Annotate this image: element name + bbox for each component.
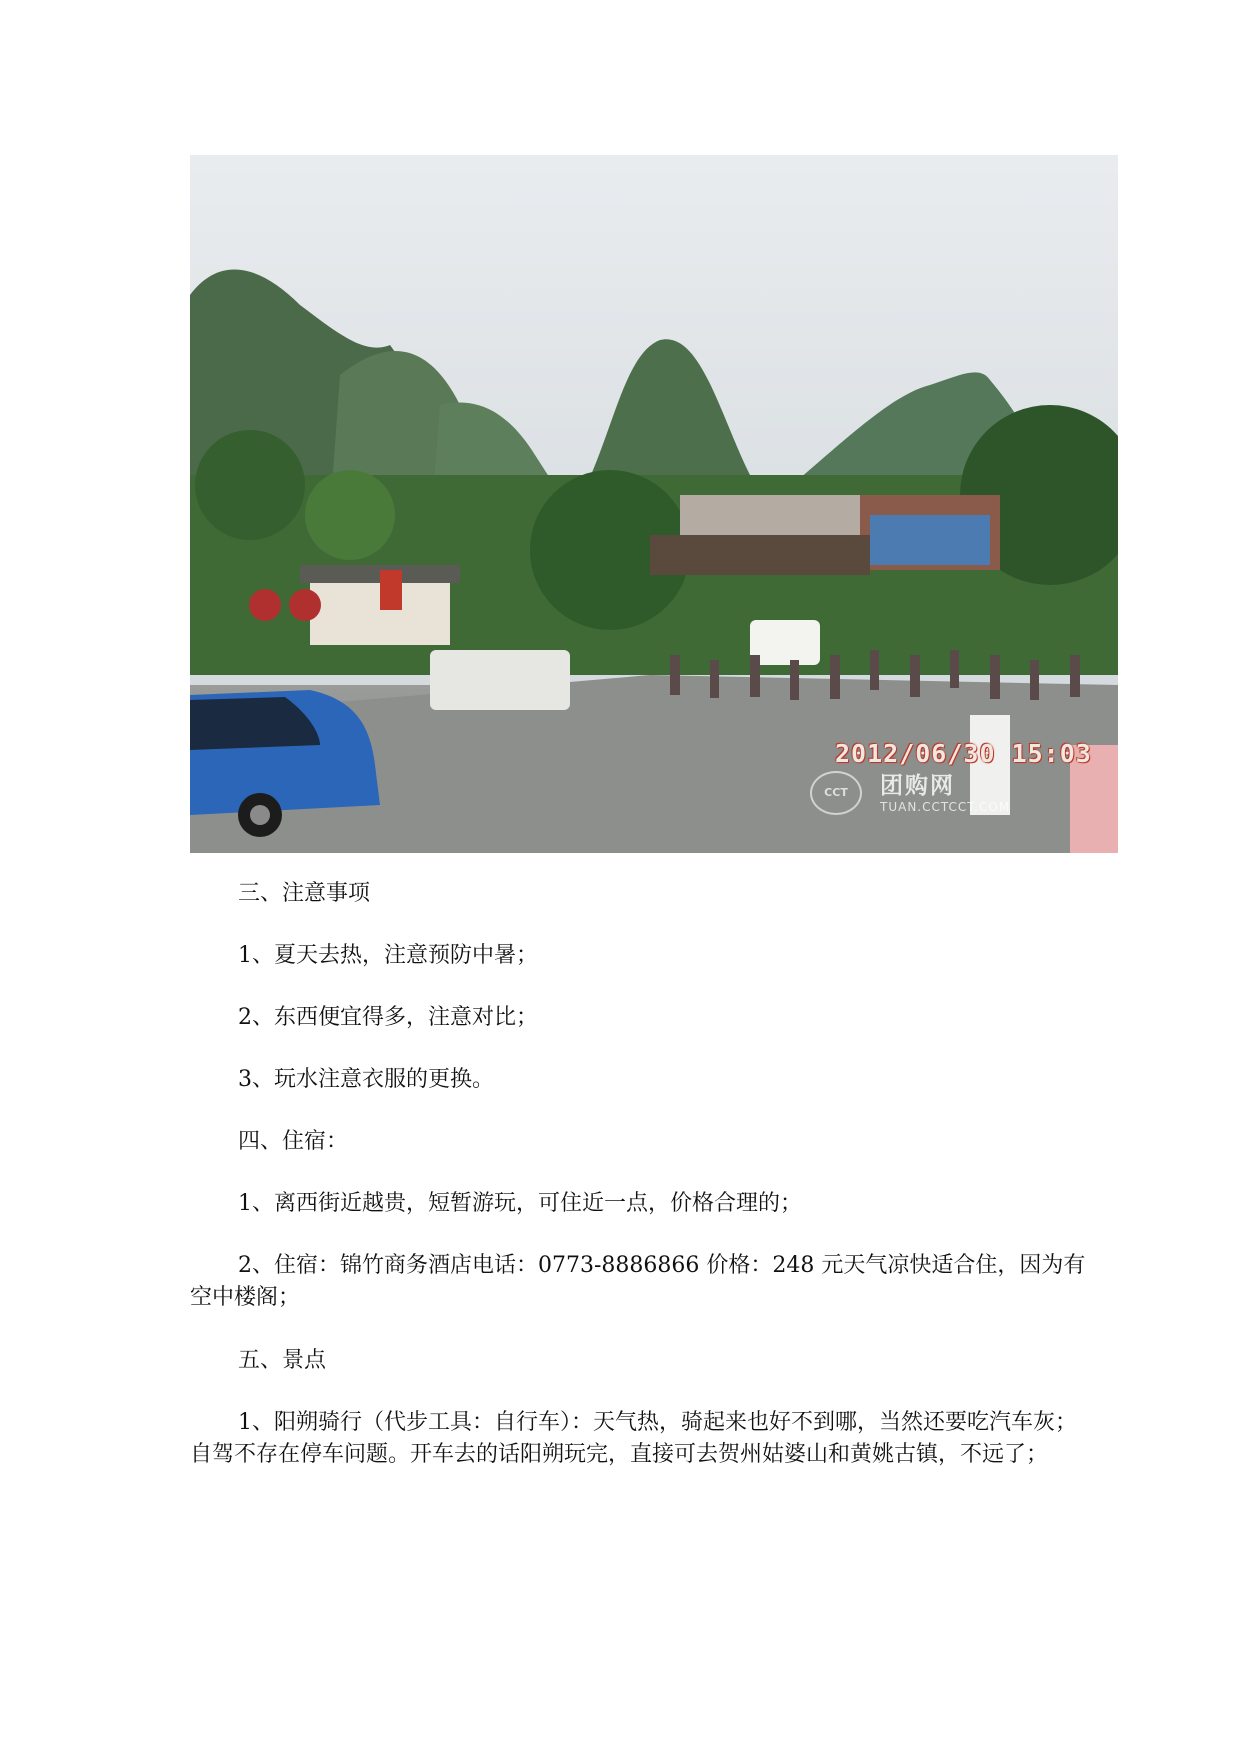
spots-heading: 五、景点 — [238, 1348, 327, 1373]
round-sign-1 — [249, 589, 281, 621]
round-sign-2 — [289, 589, 321, 621]
photo-timestamp: 2012/06/30 15:03 — [835, 739, 1092, 768]
white-bus — [750, 620, 820, 665]
watermark-url: TUAN.CCTCCT.COM — [880, 800, 1011, 814]
notice-heading: 三、注意事项 — [238, 881, 371, 906]
notice-item-1: 1、夏天去热，注意预防中暑； — [238, 943, 538, 968]
watermark-logo: CCT — [810, 771, 862, 815]
street-photo — [190, 155, 1118, 853]
red-sign — [380, 570, 402, 610]
billboard — [870, 515, 990, 565]
stay-item-2: 2、住宿：锦竹商务酒店电话：0773-8886866 价格：248 元天气凉快适合住，因为有空中楼阁； — [190, 1253, 1086, 1310]
spots-item-1: 1、阳朔骑行（代步工具：自行车）：天气热，骑起来也好不到哪，当然还要吃汽车灰；自驾不存在停车问题。开车去的话阳朔玩完，直接可去贺州姑婆山和黄姚古镇，不远了； — [190, 1410, 1077, 1467]
notice-item-3: 3、玩水注意衣服的更换。 — [238, 1067, 494, 1092]
notice-item-2: 2、东西便宜得多，注意对比； — [238, 1005, 538, 1030]
white-van — [430, 650, 570, 710]
roof-pavilion — [650, 535, 870, 575]
watermark-text: 团购网 — [880, 773, 955, 799]
stay-heading: 四、住宿： — [238, 1129, 349, 1154]
stay-item-1: 1、离西街近越贵，短暂游玩，可住近一点，价格合理的； — [238, 1191, 802, 1216]
